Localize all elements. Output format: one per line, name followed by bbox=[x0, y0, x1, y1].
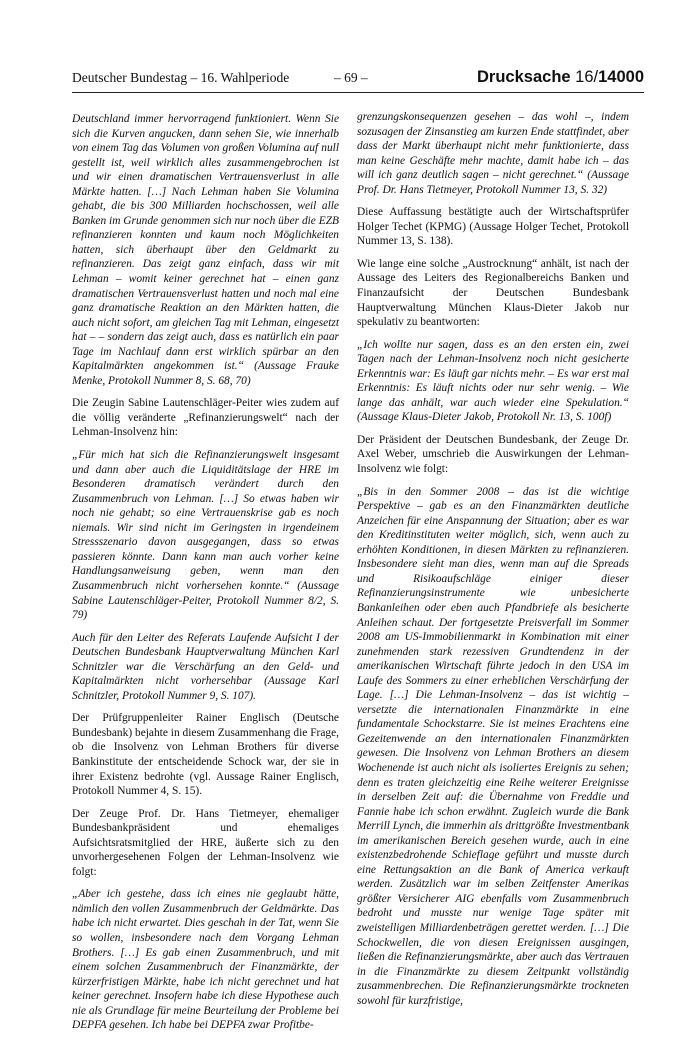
document-number bbox=[477, 68, 644, 87]
paragraph: Diese Auffassung bestätigte auch der Wirtschaftsprüfer Holger Techet (KPMG) (Aussage Holger Techet, Protokoll Nummer 13, S. 138). bbox=[357, 206, 629, 248]
page-number: – 69 – bbox=[334, 70, 368, 85]
document-number-main: 14000 bbox=[598, 68, 644, 86]
paragraph: Der Präsident der Deutschen Bundesbank, der Zeuge Dr. Axel Weber, umschrieb die Auswirkungen der Lehman-Insolvenz wie folgt: bbox=[357, 433, 629, 476]
document-label: Drucksache bbox=[477, 68, 571, 86]
left-column bbox=[72, 112, 339, 1041]
header-parliament-term: Deutscher Bundestag – 16. Wahlperiode bbox=[72, 70, 290, 85]
paragraph: „Aber ich gestehe, dass ich eines nie geglaubt hätte, nämlich den vollen Zusammenbruch der Geldmärkte. Das habe ich nicht erwartet. Dies geschah in der Tat, wenn Sie so wollen, insbesondere nach dem Vorgang Lehman Brothers. […] Es gab einen Zusammenbruch, und mit einem solchen Zusammenbruch der Finanzmärkte, der kürzerfristigen Märkte, habe ich nicht gerechnet und hat keiner gerechnet. Insofern habe ich diese Hypothese auch nie als Grundlage für meine Beurteilung der Probleme bei DEPFA gesehen. Ich habe bei DEPFA zwar Profitbe- bbox=[72, 888, 339, 1032]
paragraph: „Für mich hat sich die Refinanzierungswelt insgesamt und dann aber auch die Liquiditätslage der HRE im Besonderen dramatisch verändert durch den Zusammenbruch von Lehman. […] So etwas haben wir noch nie gehabt; so eine Vertrauenskrise gab es noch niemals. Wir sind nicht im Geringsten in irgendeinem Stressszenario davon ausgegangen, dass so etwas passieren könnte. Dann kann man auch vorher keine Handlungsanweisung geben, wenn man den Zusammenbruch nicht vorhersehen konnte.“ (Aussage Sabine Lautenschläger-Peiter, Protokoll Nummer 8/2, S. 79) bbox=[72, 449, 339, 622]
document-number-prefix: 16/ bbox=[575, 68, 599, 86]
paragraph: Die Zeugin Sabine Lautenschläger-Peiter wies zudem auf die völlig veränderte „Refinanzierungswelt“ nach der Lehman-Insolvenz hin: bbox=[72, 397, 339, 439]
paragraph: Auch für den Leiter des Referats Laufende Aufsicht I der Deutschen Bundesbank Hauptverwaltung München Karl Schnitzler war die Verschärfung an den Geld- und Kapitalmärkten nicht vorhersehbar (Aussage Karl Schnitzler, Protokoll Nummer 9, S. 107). bbox=[72, 631, 339, 702]
paragraph: „Bis in den Sommer 2008 – das ist die wichtige Perspektive – gab es an den Finanzmärkten deutliche Anzeichen für eine Anspannung der Situation; aber es war den Kreditinstituten weiter möglich, sich, wenn auch zu erhöhten Konditionen, in diesen Märkten zu refinanzieren. Insbesondere sieht man dies, wenn man auf die Spreads und Risikoaufschläge einiger dieser Refinanzierungsinstrumente wie unbesicherte Bankanleihen oder eben auch Pfandbriefe als besicherte Anleihen schaut. Der fortgesetzte Preisverfall im Sommer 2008 am US-Immobilienmarkt in Kombination mit einer zunehmenden stark rezessiven Grundtendenz in der amerikanischen Wirtschaft führte jedoch in den USA im Laufe des Sommers zu einer erheblichen Verschärfung der Lage. […] Die Lehman-Insolvenz – das ist wichtig – versetzte die internationalen Finanzmärkte in eine fundamentale Schockstarre. Sie ist meines Erachtens eine Gezeitenwende an den internationalen Finanzmärkten gewesen. Die Insolvenz von Lehman Brothers an diesem Wochenende ist auch nicht als isoliertes Ereignis zu sehen; denn es traten gleichzeitig eine Reihe weiterer Ereignisse in derselben Zeit auf: die Übernahme von Freddie und Fannie habe ich schon erwähnt. Zugleich wurde die Bank Merrill Lynch, die immerhin als drittgrößte Investmentbank im amerikanischen Bereich gesehen wurde, auch in eine existenzbedrohende Schieflage geführt und musste durch eine Rettungsaktion an die Bank of America verkauft werden. Zusätzlich war im selben Zeitfenster Amerikas größter Versicherer AIG ebenfalls vom Zusammenbruch bedroht und musste nur wenige Tage später mit zweistelligen Milliardenbeträgen gerettet werden. […] Die Schockwellen, die von diesen Ereignissen ausgingen, ließen die Refinanzierungsmärkte, aber auch das Vertrauen in die Finanzmärkte zu diesem Zeitpunkt vollständig zusammenbrechen. Die Refinanzierungsmärkte trockneten sowohl für kurzfristige, bbox=[357, 485, 629, 1007]
paragraph: grenzungskonsequenzen gesehen – das wohl –, indem sozusagen der Zinsanstieg am kurzen Ende stattfindet, aber dass der Markt überhaupt nicht mehr funktionierte, dass man keine Geschäfte mehr machte, damit habe ich – das will ich ganz deutlich sagen – nicht gerechnet.“ (Aussage Prof. Dr. Hans Tietmeyer, Protokoll Nummer 13, S. 32) bbox=[357, 111, 629, 196]
paragraph: „Ich wollte nur sagen, dass es an den ersten ein, zwei Tagen nach der Lehman-Insolvenz noch nicht gesicherte Erkenntnis war: Es läuft gar nichts mehr. – Es war erst mal Erkenntnis: Es läuft nichts oder nur sehr wenig. – Wie lange das anhält, war auch wieder eine Spekulation.“ (Aussage Klaus-Dieter Jakob, Protokoll Nr. 13, S. 100f) bbox=[357, 338, 629, 424]
paragraph: Der Prüfgruppenleiter Rainer Englisch (Deutsche Bundesbank) bejahte in diesem Zusammenhang die Frage, ob die Insolvenz von Lehman Brothers für diverse Bankinstitute der entscheidende Schock war, der sie in ihrer Existenz bedrohte (vgl. Aussage Rainer Englisch, Protokoll Nummer 4, S. 15). bbox=[72, 712, 339, 798]
paragraph: Wie lange eine solche „Austrocknung“ anhält, ist nach der Aussage des Leiters des Regionalbereichs Banken und Finanzaufsicht der Deutschen Bundesbank Hauptverwaltung München Klaus-Dieter Jakob nur spekulativ zu beantworten: bbox=[357, 257, 629, 329]
page-header bbox=[72, 60, 644, 90]
paragraph: Der Zeuge Prof. Dr. Hans Tietmeyer, ehemaliger Bundesbankpräsident und ehemaliges Aufsichtsratsmitglied der HRE, äußerte sich zu den unvorhergesehenen Folgen der Lehman-Insolvenz wie folgt: bbox=[72, 807, 339, 878]
header-rule bbox=[72, 92, 644, 93]
right-column bbox=[357, 110, 629, 1016]
paragraph: Deutschland immer hervorragend funktioniert. Wenn Sie sich die Kurven angucken, dann sehen Sie, wie innerhalb von einem Tag das Volumen von großen Volumina auf null gestellt ist, weil wirklich alles zusammengebrochen ist und wir einen dramatischen Vertrauensverlust in alle Märkte hatten. […] Nach Lehman haben Sie Volumina gehabt, die bis 300 Milliarden hochschossen, weil alle Banken im Grunde genommen sich nur noch über die EZB refinanzieren konnten und kaum noch Möglichkeiten hatten, sich überhaupt über den Geldmarkt zu refinanzieren. Das zeigt ganz einfach, dass wir mit Lehman – womit keiner gerechnet hat – einen ganz dramatischen Vertrauensverlust hatten und noch mal eine ganz dramatische Reaktion an den Märkten hatten, die auch nicht sofort, am gleichen Tag mit Lehman, eingesetzt hat – – sondern das zeigt auch, dass es natürlich ein paar Tage im Nachlauf dann erst wirklich spürbar an den Kapitalmärkten angekommen ist.“ (Aussage Frauke Menke, Protokoll Nummer 8, S. 68, 70) bbox=[72, 113, 339, 387]
